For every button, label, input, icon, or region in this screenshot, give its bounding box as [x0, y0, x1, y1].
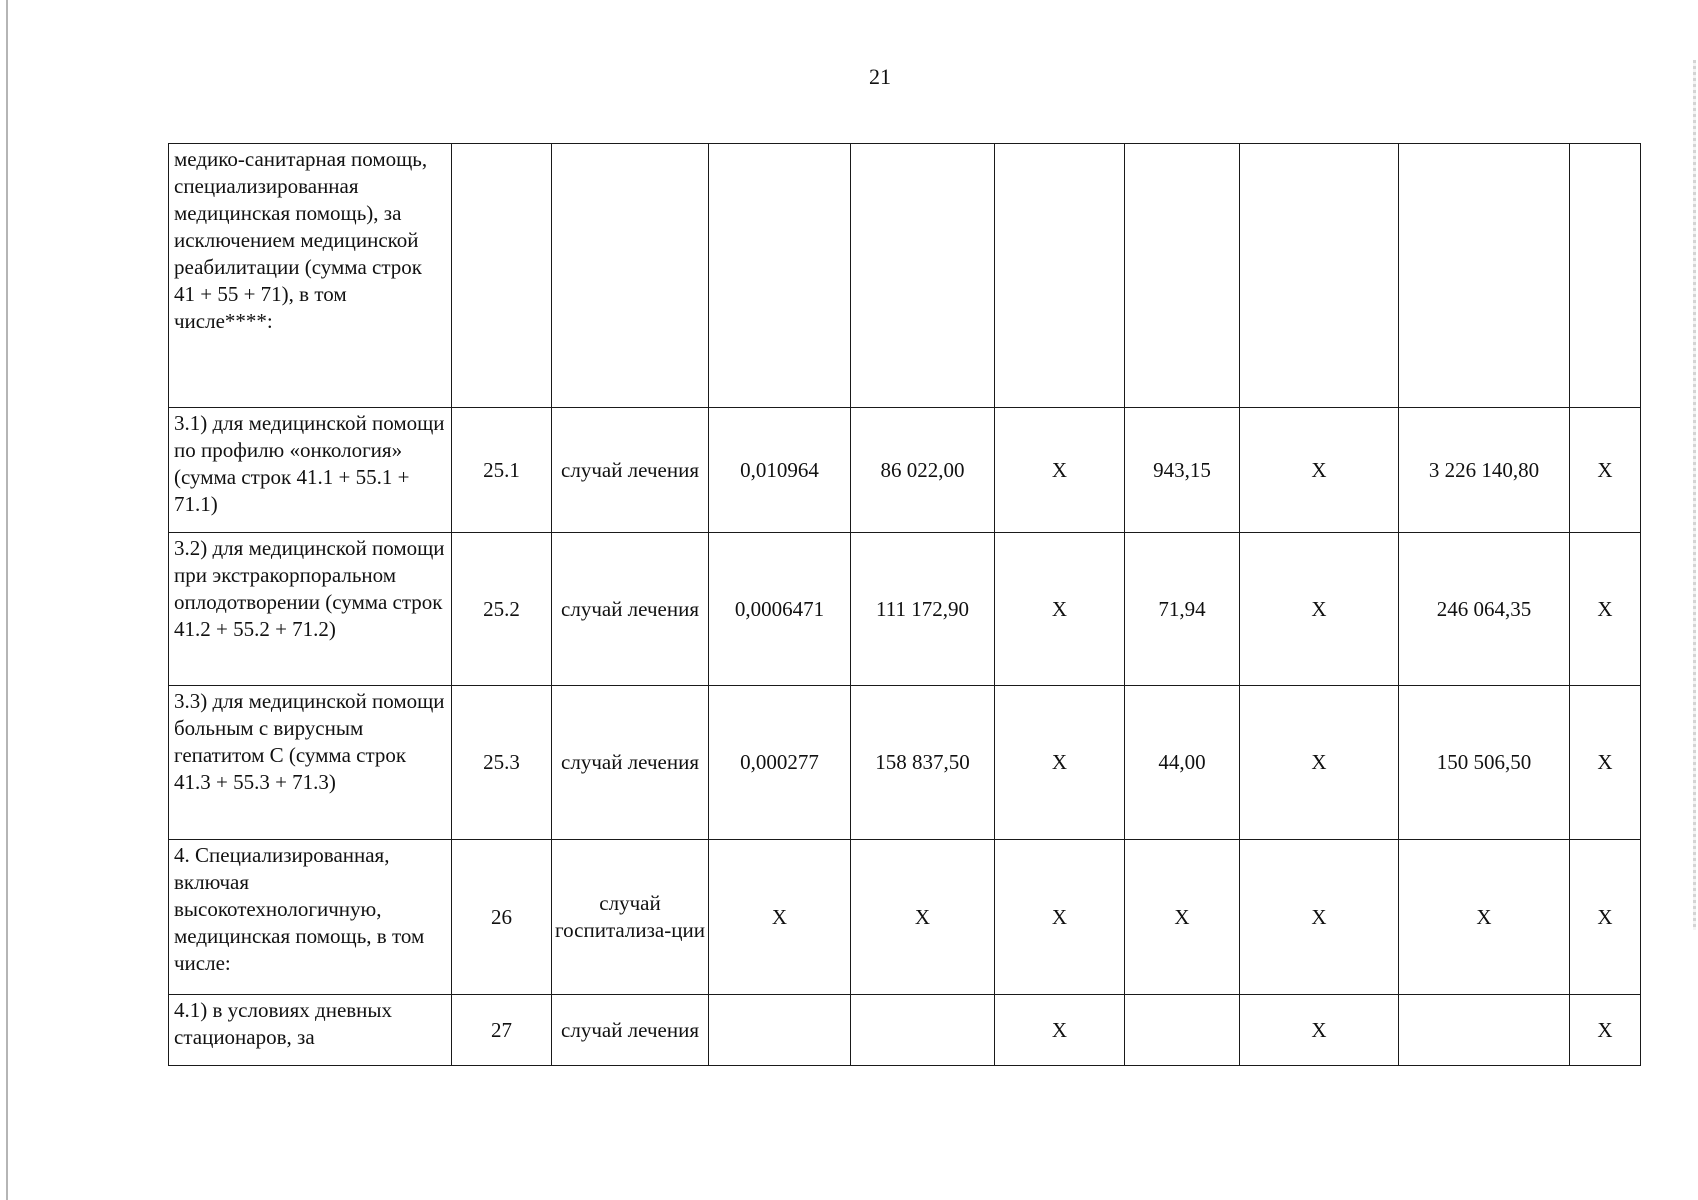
- value-cell: [1125, 144, 1240, 408]
- row-number: [452, 144, 552, 408]
- value-cell: 158 837,50: [851, 686, 995, 840]
- value-cell: Х: [1125, 840, 1240, 995]
- value-cell: [995, 144, 1125, 408]
- unit-cell: случай лечения: [552, 408, 709, 533]
- value-cell: Х: [995, 840, 1125, 995]
- value-cell: Х: [1570, 995, 1641, 1066]
- value-cell: 71,94: [1125, 533, 1240, 686]
- unit-cell: случай лечения: [552, 533, 709, 686]
- value-cell: Х: [995, 686, 1125, 840]
- value-cell: [1399, 144, 1570, 408]
- value-cell: [1399, 995, 1570, 1066]
- row-number: 25.1: [452, 408, 552, 533]
- value-cell: Х: [1570, 840, 1641, 995]
- value-cell: Х: [1240, 533, 1399, 686]
- value-cell: Х: [1570, 686, 1641, 840]
- data-table: [168, 143, 1641, 1066]
- value-cell: Х: [995, 533, 1125, 686]
- value-cell: Х: [1240, 840, 1399, 995]
- value-cell: [709, 144, 851, 408]
- table-row: [169, 840, 1641, 995]
- value-cell: [1125, 995, 1240, 1066]
- value-cell: 150 506,50: [1399, 686, 1570, 840]
- row-description: 3.1) для медицинской помощи по профилю «онкология» (сумма строк 41.1 + 55.1 + 71.1): [169, 408, 452, 533]
- row-number: 25.3: [452, 686, 552, 840]
- value-cell: 0,010964: [709, 408, 851, 533]
- unit-cell: случай лечения: [552, 686, 709, 840]
- row-number: 25.2: [452, 533, 552, 686]
- value-cell: 44,00: [1125, 686, 1240, 840]
- value-cell: Х: [1570, 408, 1641, 533]
- unit-cell: случай госпитализа-ции: [552, 840, 709, 995]
- value-cell: Х: [1570, 533, 1641, 686]
- value-cell: 0,000277: [709, 686, 851, 840]
- table-row: [169, 144, 1641, 408]
- value-cell: Х: [851, 840, 995, 995]
- value-cell: 0,0006471: [709, 533, 851, 686]
- table-row: [169, 533, 1641, 686]
- value-cell: 246 064,35: [1399, 533, 1570, 686]
- value-cell: 943,15: [1125, 408, 1240, 533]
- row-description: 3.3) для медицинской помощи больным с вирусным гепатитом С (сумма строк 41.3 + 55.3 + 71.3): [169, 686, 452, 840]
- value-cell: [1570, 144, 1641, 408]
- value-cell: Х: [1399, 840, 1570, 995]
- table-row: [169, 686, 1641, 840]
- value-cell: Х: [1240, 686, 1399, 840]
- row-number: 27: [452, 995, 552, 1066]
- row-description: 3.2) для медицинской помощи при экстракорпоральном оплодотворении (сумма строк 41.2 + 55.2 + 71.2): [169, 533, 452, 686]
- value-cell: [1240, 144, 1399, 408]
- value-cell: 3 226 140,80: [1399, 408, 1570, 533]
- unit-cell: [552, 144, 709, 408]
- value-cell: Х: [1240, 408, 1399, 533]
- row-number: 26: [452, 840, 552, 995]
- row-description: 4. Специализированная, включая высокотехнологичную, медицинская помощь, в том числе:: [169, 840, 452, 995]
- value-cell: 111 172,90: [851, 533, 995, 686]
- table-row: [169, 995, 1641, 1066]
- scan-left-edge: [6, 0, 8, 1200]
- scan-right-edge: [1693, 60, 1696, 930]
- value-cell: Х: [709, 840, 851, 995]
- page-number: 21: [869, 64, 891, 89]
- row-description: 4.1) в условиях дневных стационаров, за: [169, 995, 452, 1066]
- row-description: медико-санитарная помощь, специализированная медицинская помощь), за исключением медицинской реабилитации (сумма строк 41 + 55 + 71), в том числе****:: [169, 144, 452, 408]
- value-cell: [851, 144, 995, 408]
- value-cell: Х: [1240, 995, 1399, 1066]
- value-cell: 86 022,00: [851, 408, 995, 533]
- value-cell: [851, 995, 995, 1066]
- value-cell: Х: [995, 995, 1125, 1066]
- table-row: [169, 408, 1641, 533]
- value-cell: Х: [995, 408, 1125, 533]
- unit-cell: случай лечения: [552, 995, 709, 1066]
- value-cell: [709, 995, 851, 1066]
